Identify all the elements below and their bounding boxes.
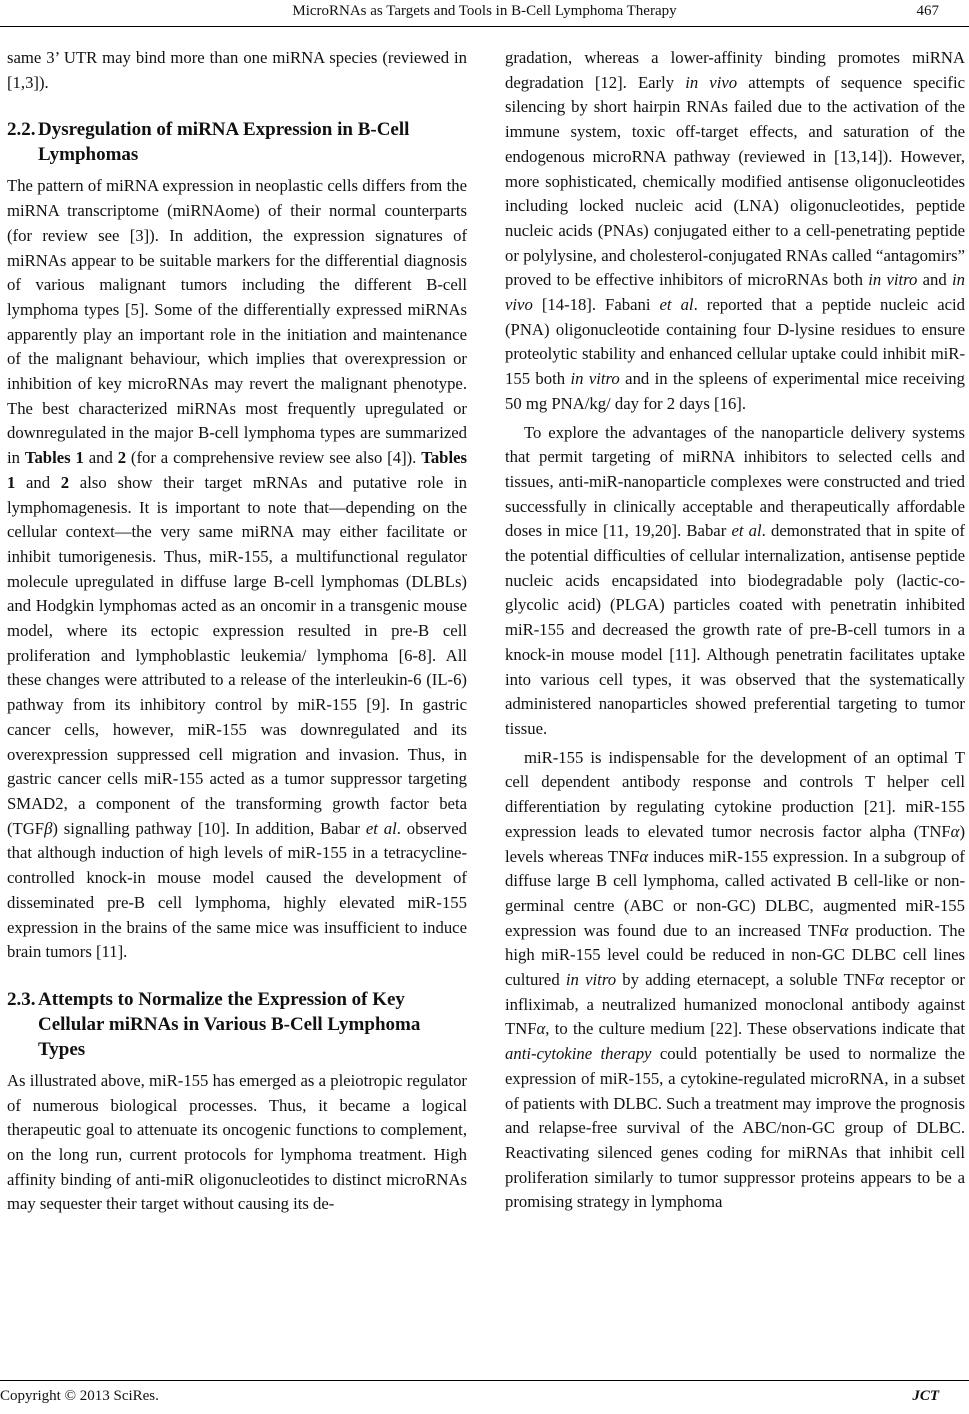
paragraph-mir155-regulator: As illustrated above, miR-155 has emerged as a pleiotropic regulator of numerous biological processes. Thus, it became a logical therapeutic goal to attenuate its oncogenic functions to complement, on the long run, current protocols for lymphoma treatment. High affinity binding of anti-miR oligonucleotides to distinct microRNAs may sequester their target without causing its de- [7,1070,467,1214]
paragraph-antimir-binding: gradation, whereas a lower-affinity binding promotes miRNA degradation [12]. Early in vivo attempts of sequence specific silencing by short hairpin RNAs failed due to the activation of the immune system, toxic off-target effects, and saturation of the endogenous microRNA pathway (reviewed in [13,14]). However, more sophisticated, chemically modified antisense oligonucleotides including locked nucleic acid (LNA) oligonucleotides, peptide nucleic acids (PNAs) conjugated either to a cell-penetrating peptide or polylysine, and cholesterol-conjugated RNAs called “antagomirs” proved to be effective inhibitors of microRNAs both in vitro and in vivo [14-18]. Fabani et al. reported that a peptide nucleic acid (PNA) oligonucleotide containing four D-lysine residues to ensure proteolytic stability and enhanced cellular uptake could inhibit miR-155 both in vitro and in the spleens of experimental mice receiving 50 mg PNA/kg/ day for 2 days [16]. [505,48,965,413]
footer-rule [0,1380,969,1381]
section-heading-2-3: 2.3. Attempts to Normalize the Expression of Key Cellular miRNAs in Various B-Cell Lymphoma Types [7,988,421,1060]
section-heading-2-2: 2.2. Dysregulation of miRNA Expression in B-Cell Lymphomas [7,119,410,166]
right-column [505,46,965,1219]
header-rule [0,26,969,27]
left-column [7,46,467,1221]
journal-abbreviation: JCT [912,1388,939,1404]
paragraph-tnf-alpha: miR-155 is indispensable for the development of an optimal T cell dependent antibody response and controls T helper cell differentiation by regulating cytokine production [21]. miR-155 expression leads to elevated tumor necrosis factor alpha (TNFα) levels whereas TNFα induces miR-155 expression. In a subgroup of diffuse large B cell lymphoma, called activated B cell-like or non-germinal centre (ABC or non-GC) DLBC, augmented miR-155 expression was found due to an increased TNFα production. The high miR-155 level could be reduced in non-GC DLBC cell lines cultured in vitro by adding eternacept, a soluble TNFα receptor or infliximab, a neutralized humanized monoclonal antibody against TNFα, to the culture medium [22]. These observations indicate that anti-cytokine therapy could potentially be used to normalize the expression of miR-155, a cytokine-regulated microRNA, in a subset of patients with DLBC. Such a treatment may improve the prognosis and relapse-free survival of the ABC/non-GC group of DLBC. Reactivating silenced genes coding for miRNAs that inhibit cell proliferation similarly to tumor suppressor proteins appears to be a promising strategy in lymphoma [505,747,965,1212]
copyright-notice: Copyright © 2013 SciRes. [0,1388,159,1404]
page-number: 467 [916,3,939,19]
running-header [0,0,969,26]
running-title: MicroRNAs as Targets and Tools in B-Cell Lymphoma Therapy [292,3,677,19]
paragraph-miRNA-dysregulation: The pattern of miRNA expression in neoplastic cells differs from the miRNA transcriptome (miRNAome) of their normal counterparts (for review see [3]). In addition, the expression signatures of miRNAs appear to be suitable markers for the differential diagnosis of various malignant tumors including the different B-cell lymphoma types [5]. Some of the differentially expressed miRNAs apparently play an important role in the initiation and maintenance of the malignant behaviour, which implies that overexpression or inhibition of key microRNAs may revert the malignant phenotype. The best characterized miRNAs most frequently upregulated or downregulated in the major B-cell lymphoma types are summarized in Tables 1 and 2 (for a comprehensive review see also [4]). Tables 1 and 2 also show their target mRNAs and putative role in lymphomagenesis. It is important to note that—depending on the cellular context—the very same miRNA may either facilitate or inhibit tumorigenesis. Thus, miR-155, a multifunctional regulator molecule upregulated in diffuse large B-cell lymphomas (DLBLs) and Hodgkin lymphomas acted as an oncomir in a transgenic mouse model, where its ectopic expression resulted in pre-B cell proliferation and lymphoblastic leukemia/ lymphoma [6-8]. All these changes were attributed to a release of the interleukin-6 (IL-6) pathway from its inhibitory control by miR-155 [9]. In gastric cancer cells, however, miR-155 was downregulated and its overexpression suppressed cell migration and invasion. Thus, in gastric cancer cells miR-155 acted as a tumor suppressor targeting SMAD2, a component of the transforming growth factor beta (TGFβ) signalling pathway [10]. In addition, Babar et al. observed that although induction of high levels of miR-155 in a tetracycline-controlled knock-in mouse model caused the development of disseminated pre-B cell lymphoma, highly elevated miR-155 expression in the brains of the same mice was insufficient to induce brain tumors [11]. [7,176,467,962]
paragraph-nanoparticle-delivery: To explore the advantages of the nanoparticle delivery systems that permit targeting of miRNA inhibitors to selected cells and tissues, anti-miR-nanoparticle complexes were constructed and tried successfully in clinically acceptable and therapeutically affordable doses in mice [11, 19,20]. Babar et al. demonstrated that in spite of the potential difficulties of cellular internalization, antisense peptide nucleic acids encapsidated into biodegradable poly (lactic-co-glycolic acid) (PLGA) particles coated with penetratin inhibited miR-155 and decreased the growth rate of pre-B-cell tumors in a knock-in mouse model [11]. Although penetratin facilitates uptake into various cell types, it was observed that the systematically administered nanoparticles showed preferential targeting to tumor tissue. [505,422,965,738]
paragraph-continued: same 3’ UTR may bind more than one miRNA species (reviewed in [1,3]). [7,48,467,92]
